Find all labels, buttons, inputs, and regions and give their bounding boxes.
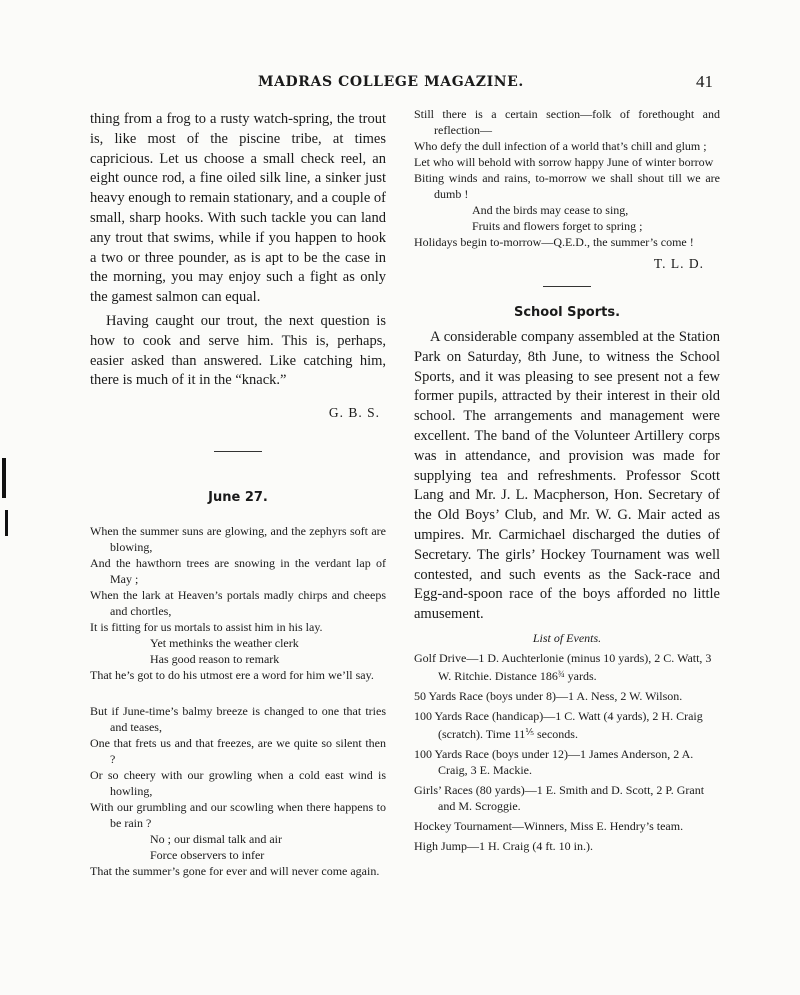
right-column — [414, 107, 720, 858]
event-item — [414, 650, 720, 684]
event-tail: yards. — [564, 668, 597, 683]
poem-line: When the summer suns are glowing, and the zephyrs soft are blowing, — [90, 524, 386, 555]
event-item — [414, 838, 720, 854]
event-item — [414, 818, 720, 834]
poem-line: Still there is a certain section—folk of forethought and reflection— — [414, 107, 720, 137]
poem-line: Biting winds and rains, to-morrow we shall shout till we are dumb ! — [414, 171, 720, 201]
binding-mark — [5, 510, 8, 536]
poem-continued — [414, 106, 720, 250]
poem-line: One that frets us and that freezes, are we quite so silent then ? — [90, 736, 386, 767]
poem-line: That he’s got to do his utmost ere a word for him we’ll say. — [90, 668, 374, 683]
left-column — [90, 110, 386, 879]
divider — [543, 286, 591, 287]
poem-line: Let who will behold with sorrow happy June of winter borrow — [414, 155, 714, 169]
poem-line: Holidays begin to-morrow—Q.E.D., the summer’s come ! — [414, 235, 694, 249]
poem-line: Who defy the dull infection of a world that’s chill and glum ; — [414, 139, 707, 153]
binding-mark — [2, 458, 6, 498]
event-item — [414, 782, 720, 814]
event-text: 100 Yards Race (handicap)—1 C. Watt (4 yards), 2 H. Craig (scratch). Time 11 — [414, 708, 703, 741]
article-paragraph: thing from a frog to a rusty watch-spring, the trout is, like most of the piscine tribe, at times capricious. Let us choose a small check reel, an eight ounce rod, a fine oiled silk line, a sinker just heavy enough to remain stationary, and a couple of small, sharp hooks. With such tackle you can land any trout that swims, while if you happen to hook a two or three pounder, as is apt to be the case in the morning, you may enjoy such a fight as only the gamest salmon can equal. — [90, 111, 386, 306]
poem-line: And the birds may cease to sing, — [472, 203, 629, 217]
trout-article — [90, 110, 386, 391]
poem-line: That the summer’s gone for ever and will never come again. — [90, 864, 380, 879]
event-text: High Jump—1 H. Craig (4 ft. 10 in.). — [414, 838, 593, 853]
stanza-gap — [90, 683, 386, 703]
events-title: List of Events. — [532, 630, 602, 645]
event-item — [414, 708, 720, 742]
poem-line: No ; our dismal talk and air — [150, 832, 282, 847]
poem-line: It is fitting for us mortals to assist him in his lay. — [90, 620, 323, 635]
page-number: 41 — [696, 72, 713, 91]
sports-report — [414, 328, 720, 625]
poem-line: Or so cheery with our growling when a cold east wind is howling, — [90, 768, 386, 799]
poem — [90, 523, 386, 879]
magazine-title: MADRAS COLLEGE MAGAZINE. — [258, 74, 524, 90]
event-text: Golf Drive—1 D. Auchterlonie (minus 10 yards), 2 C. Watt, 3 W. Ritchie. Distance 186 — [414, 650, 712, 683]
poem-line: But if June-time’s balmy breeze is changed to one that tries and teases, — [90, 704, 386, 735]
poem-title: June 27. — [208, 490, 268, 506]
divider — [214, 451, 262, 452]
event-text: 100 Yards Race (boys under 12)—1 James Anderson, 2 A. Craig, 3 E. Mackie. — [414, 746, 694, 777]
sports-title: School Sports. — [513, 305, 621, 320]
events-list — [414, 650, 720, 854]
signature: G. B. S. — [328, 405, 380, 421]
event-text: Girls’ Races (80 yards)—1 E. Smith and D. Scott, 2 P. Grant and M. Scroggie. — [414, 782, 705, 813]
event-fraction: ¾ — [557, 668, 565, 679]
report-paragraph: A considerable company assembled at the Station Park on Saturday, 8th June, to witness the School Sports, and it was pleasing to see present not a few former pupils, attracted by their interest in their old school. The arrangements and management were excellent. The band of the Volunteer Artillery corps was in attendance, and provision was made for supplying tea and refreshments. Professor Scott Lang and Mr. J. L. Macpherson, Hon. Secretary of the Old Boys’ Club, and Mr. W. G. Mair acted as umpires. Mr. Carmichael discharged the duties of Secretary. The girls’ Hockey Tournament was well contested, and such events as the Sack-race and Egg-and-spoon race of the boys afforded no little amusement. — [414, 329, 720, 623]
poem-line: Yet methinks the weather clerk — [150, 636, 299, 651]
event-item — [414, 688, 720, 704]
event-text: 50 Yards Race (boys under 8)—1 A. Ness, 2 W. Wilson. — [414, 688, 683, 703]
page-header — [90, 72, 713, 98]
article-paragraph: Having caught our trout, the next question is how to cook and serve him. This is, perhaps, easier asked than answered. Like catching him, there is much of it in the “knack.” — [90, 312, 386, 389]
poem-line: Force observers to infer — [150, 848, 265, 863]
poem-line: When the lark at Heaven’s portals madly chirps and cheeps and chortles, — [90, 588, 386, 619]
event-tail: seconds. — [533, 726, 578, 741]
event-fraction: ⅕ — [525, 726, 534, 737]
poem-line: Has good reason to remark — [150, 652, 280, 667]
event-item — [414, 746, 720, 778]
signature: T. L. D. — [653, 256, 704, 271]
event-text: Hockey Tournament—Winners, Miss E. Hendry’s team. — [414, 818, 684, 833]
poem-line: Fruits and flowers forget to spring ; — [472, 219, 643, 233]
poem-line: And the hawthorn trees are snowing in the verdant lap of May ; — [90, 556, 386, 587]
poem-line: With our grumbling and our scowling when there happens to be rain ? — [90, 800, 386, 831]
